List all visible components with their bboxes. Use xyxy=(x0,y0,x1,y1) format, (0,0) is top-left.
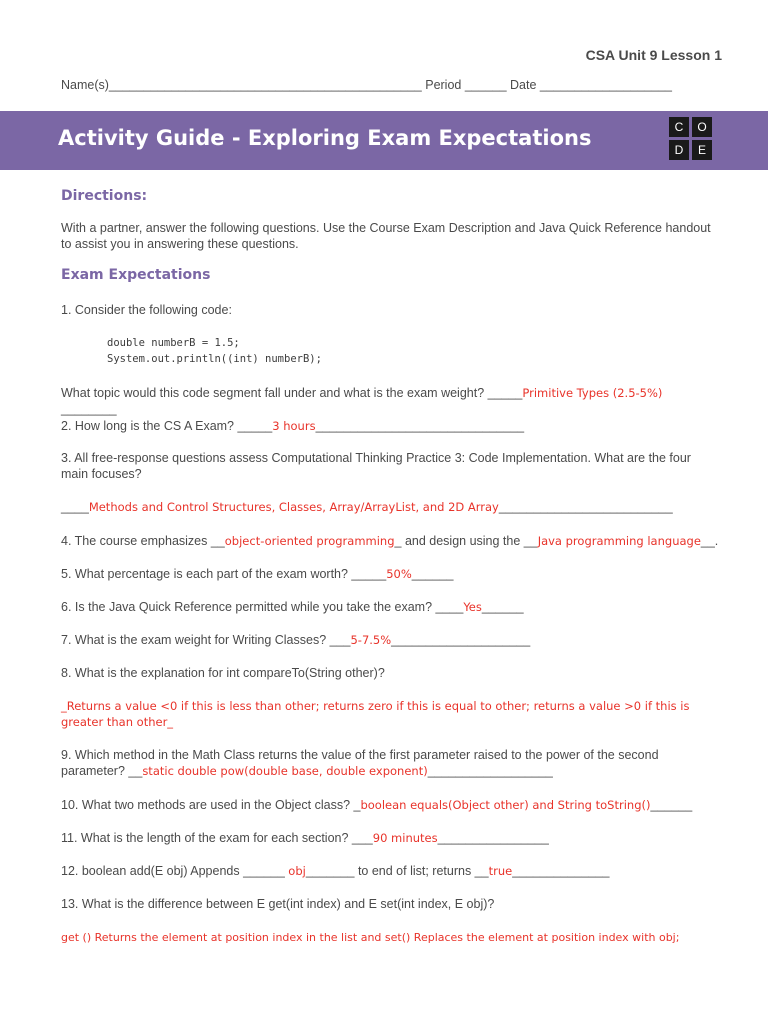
answer-3-blank: _________________________ xyxy=(498,500,673,514)
question-5 xyxy=(61,566,721,582)
question-2-blank: ______________________________ xyxy=(315,419,525,433)
question-9-blank: __________________ xyxy=(427,764,553,778)
question-10-blank: ______ xyxy=(650,798,693,812)
question-9-text: 9. Which method in the Math Class returns the value of the first parameter raised to the power of the second parameter? __ xyxy=(61,748,659,778)
question-13: 13. What is the difference between E get(int index) and E set(int index, E obj)? xyxy=(61,897,495,911)
question-2-text: 2. How long is the CS A Exam? _____ xyxy=(61,419,273,433)
answer-3: Methods and Control Structures, Classes, Array/ArrayList, and 2D Array xyxy=(88,500,499,514)
name-period-date-line: Name(s)_____________________________________________ Period ______ Date ___________________ xyxy=(61,78,672,92)
answer-11: 90 minutes xyxy=(372,831,438,845)
logo-letter-e: E xyxy=(692,140,712,160)
answer-8: _Returns a value <0 if this is less than other; returns zero if this is equal to other; returns a value >0 if this is greater than other_ xyxy=(61,699,690,729)
logo-letter-o: O xyxy=(692,117,712,137)
question-4-text-b: _ and design using the __ xyxy=(394,534,538,548)
question-8: 8. What is the explanation for int compareTo(String other)? xyxy=(61,666,385,680)
directions-text: With a partner, answer the following questions. Use the Course Exam Description and Java Quick Reference handout to assist you in answering these questions. xyxy=(61,221,711,251)
code-line-2: System.out.println((int) numberB); xyxy=(107,353,322,365)
question-4-text-a: 4. The course emphasizes __ xyxy=(61,534,225,548)
answer-9: static double pow(double base, double exponent) xyxy=(142,764,428,778)
question-3: 3. All free-response questions assess Computational Thinking Practice 3: Code Implementation. What are the four main focuses? xyxy=(61,451,691,481)
question-1b-text: What topic would this code segment fall under and what is the exam weight? _____ xyxy=(61,386,523,400)
answer-12b: true xyxy=(488,864,513,878)
question-11-blank: ________________ xyxy=(437,831,549,845)
answer-4a: object-oriented programming xyxy=(224,534,395,548)
question-4-text-c: __. xyxy=(700,534,719,548)
question-4 xyxy=(61,533,721,549)
answer-5: 50% xyxy=(386,567,412,581)
question-7-text: 7. What is the exam weight for Writing Classes? ___ xyxy=(61,633,351,647)
question-11-text: 11. What is the length of the exam for each section? ___ xyxy=(61,831,373,845)
unit-lesson-label: CSA Unit 9 Lesson 1 xyxy=(585,47,722,63)
question-12-text-a: 12. boolean add(E obj) Appends ______ xyxy=(61,864,289,878)
logo-letter-c: C xyxy=(669,117,689,137)
question-6-text: 6. Is the Java Quick Reference permitted while you take the exam? ____ xyxy=(61,600,464,614)
question-7 xyxy=(61,632,721,648)
code-line-1: double numberB = 1.5; xyxy=(107,337,240,349)
page-title: Activity Guide - Exploring Exam Expectations xyxy=(58,126,592,150)
exam-expectations-heading: Exam Expectations xyxy=(61,267,211,283)
question-10 xyxy=(61,797,721,813)
logo-letter-d: D xyxy=(669,140,689,160)
question-7-blank: ____________________ xyxy=(391,633,531,647)
answer-13: get () Returns the element at position index in the list and set() Replaces the element at position index with obj; xyxy=(61,931,680,944)
question-12 xyxy=(61,863,721,879)
code-logo xyxy=(669,117,712,160)
answer-1b: Primitive Types (2.5-5%) xyxy=(522,386,663,400)
question-12-text-b: _______ to end of list; returns __ xyxy=(305,864,489,878)
question-9 xyxy=(61,747,711,779)
question-12-blank: ______________ xyxy=(512,864,610,878)
answer-10: boolean equals(Object other) and String toString() xyxy=(360,798,651,812)
answer-12a: obj xyxy=(288,864,306,878)
question-6 xyxy=(61,599,721,615)
answer-2: 3 hours xyxy=(272,419,316,433)
question-1b xyxy=(61,385,721,417)
title-banner xyxy=(0,111,768,170)
question-5-text: 5. What percentage is each part of the exam worth? _____ xyxy=(61,567,387,581)
answer-6: Yes xyxy=(463,600,482,614)
question-6-blank: ______ xyxy=(481,600,524,614)
answer-4b: Java programming language xyxy=(537,534,701,548)
directions-heading: Directions: xyxy=(61,188,148,204)
question-1b-blank: ________ xyxy=(61,402,117,416)
answer-3-line xyxy=(61,499,721,515)
question-2 xyxy=(61,418,721,434)
question-10-text: 10. What two methods are used in the Object class? _ xyxy=(61,798,361,812)
answer-7: 5-7.5% xyxy=(350,633,392,647)
answer-3-lead: ____ xyxy=(61,500,89,514)
question-11 xyxy=(61,830,721,846)
question-5-blank: ______ xyxy=(411,567,454,581)
question-1: 1. Consider the following code: xyxy=(61,303,232,317)
